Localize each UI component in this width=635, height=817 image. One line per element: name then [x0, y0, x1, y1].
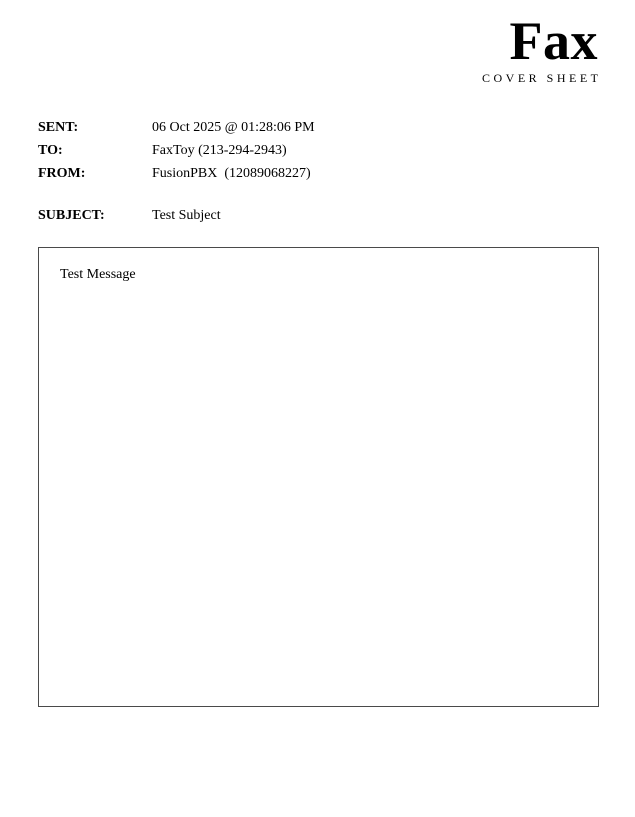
fax-masthead [482, 11, 602, 86]
fax-metadata-fields [38, 119, 598, 230]
subject-label: SUBJECT: [38, 208, 105, 223]
sent-label: SENT: [38, 120, 79, 135]
subject-row [38, 207, 598, 224]
from-label: FROM: [38, 166, 86, 181]
from-value: FusionPBX (12089068227) [152, 166, 311, 181]
sent-value: 06 Oct 2025 @ 01:28:06 PM [152, 120, 315, 135]
subject-value: Test Subject [152, 208, 221, 223]
from-row [38, 165, 598, 182]
message-text: Test Message [60, 267, 136, 282]
to-row [38, 142, 598, 159]
cover-sheet-subtitle: COVER SHEET [482, 71, 602, 85]
to-value: FaxToy (213-294-2943) [152, 143, 287, 158]
message-box [38, 247, 599, 707]
fax-title: Fax [509, 11, 598, 71]
to-label: TO: [38, 143, 63, 158]
sent-row [38, 119, 598, 136]
